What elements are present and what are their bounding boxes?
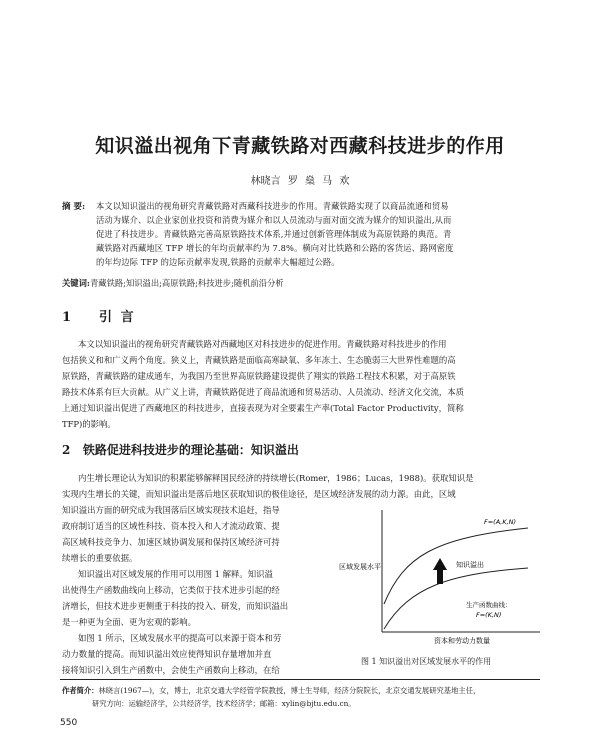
footnote-line: 研究方向：运输经济学，公共经济学，技术经济学；邮箱：xylin@bjtu.edu.cn。 (92, 699, 356, 708)
abstract-line: 藏铁路对西藏地区 TFP 增长的年均贡献率约为 7.8%。横向对比铁路和公路的客货运、路网密度 (96, 243, 454, 253)
lower-production-curve (384, 568, 528, 629)
body-line: 包括狭义和和广义两个角度。狭义上，青藏铁路是面临高寒缺氧、多年冻土、生态脆弱三大世界性难题的高 (62, 355, 456, 365)
body-line: 本文以知识溢出的视角研究青藏铁路对西藏地区对科技进步的促进作用。青藏铁路对科技进步的作用 (78, 339, 447, 349)
footnote-text: 林晓言(1967—)，女，博士，北京交通大学经管学院教授，博士生导师，经济分院院长，北京交通发展研究基地主任， (98, 686, 481, 695)
body-line: 路技术体系有巨大贡献。从广义上讲，青藏铁路促进了商品流通和贸易活动、人员流动、经济文化交流，本质 (62, 387, 464, 397)
body-line: 知识溢出对区域发展的作用可以用图 1 解释。知识溢 (78, 569, 273, 579)
upper-curve-label: F=(A,K,N) (484, 518, 517, 526)
body-line: TFP)的影响。 (62, 419, 116, 429)
body-line: 动力数量的提高。而知识溢出效应使得知识存量增加并直 (62, 649, 272, 659)
body-line: 是一种更为全面、更为宏观的影响。 (62, 617, 196, 627)
arrow-label: 知识溢出 (456, 561, 484, 569)
abstract-line: 活动为媒介、以企业家创业投资和消费为媒介和以人员流动与面对面交流为媒介的知识溢出,从而 (96, 215, 452, 225)
paper-title: 知识溢出视角下青藏铁路对西藏科技进步的作用 (95, 135, 505, 157)
figure-1-caption: 图 1 知识溢出对区域发展水平的作用 (361, 657, 492, 666)
abstract-line: 的年均边际 TFP 的边际贡献率发现,铁路的贡献率大幅超过公路。 (96, 257, 340, 267)
body-line: 上通过知识溢出促进了西藏地区的科技进步，直接表现为对全要素生产率(Total Factor Productivity，简称 (62, 403, 464, 413)
footnote-line (62, 686, 480, 696)
body-line: 续增长的重要依据。 (62, 553, 138, 563)
body-line: 高区域科技竞争力、加速区域协调发展和保持区域经济可持 (62, 537, 280, 547)
page-number: 550 (60, 718, 78, 728)
footnote-label: 作者简介： (62, 686, 99, 695)
abstract-line: 促进了科技进步。青藏铁路完善高原铁路技术体系,并通过创新管理体制成为高原铁路的典范。青 (96, 229, 452, 239)
x-axis-label: 资本和劳动力数量 (434, 637, 490, 645)
body-line: 如图 1 所示，区域发展水平的提高可以来源于资本和劳 (78, 633, 282, 643)
section-1-number: 1 (62, 310, 74, 325)
lower-curve-label-line2: F=(K,N) (476, 611, 502, 619)
body-line: 原铁路，青藏铁路的建成通车，为我国乃至世界高原铁路建设提供了翔实的铁路工程技术积累，对于高原铁 (62, 371, 456, 381)
body-line: 实现内生增长的关键，而知识溢出是落后地区获取知识的极佳途径，是区域经济发展的动力源。由此，区域 (62, 489, 456, 499)
abstract-label: 摘 要: (62, 202, 86, 212)
body-line: 接将知识引入到生产函数中，会使生产函数向上移动，在给 (62, 665, 280, 675)
footnote-rule (60, 679, 540, 680)
section-1-heading (62, 306, 136, 325)
body-line: 内生增长理论认为知识的积累能够解释国民经济的持续增长(Romer，1986；Lucas，1988)。获取知识是 (78, 473, 474, 483)
section-2-heading (62, 441, 299, 458)
abstract-line: 本文以知识溢出的视角研究青藏铁路对西藏科技进步的作用。青藏铁路实现了以商品流通和贸易 (96, 201, 449, 211)
knowledge-spillover-arrow (433, 558, 447, 584)
section-1-title: 引 言 (99, 310, 136, 325)
keywords-label: 关键词: (62, 278, 90, 288)
figure-1 (338, 504, 548, 649)
y-axis-label: 区域发展水平 (339, 563, 381, 571)
body-line: 出使得生产函数曲线向上移动，它类似于技术进步引起的经 (62, 585, 280, 595)
keywords-text: 青藏铁路;知识溢出;高原铁路;科技进步;随机前沿分析 (89, 278, 284, 288)
section-2-title: 铁路促进科技进步的理论基础：知识溢出 (82, 443, 299, 457)
body-line: 知识溢出方面的研究成为我国落后区域实现技术追赶，指导 (62, 505, 280, 515)
body-line: 政府制订适当的区域性科技、资本投入和人才流动政策、提 (62, 521, 280, 531)
lower-curve-label-line1: 生产函数曲线： (466, 601, 512, 609)
section-2-number: 2 (62, 443, 71, 457)
author-list: 林晓言 罗 燊 马 欢 (250, 176, 350, 187)
body-line: 济增长，但技术进步更侧重于科技的投入、研发，而知识溢出 (62, 601, 289, 611)
keywords (62, 277, 284, 289)
